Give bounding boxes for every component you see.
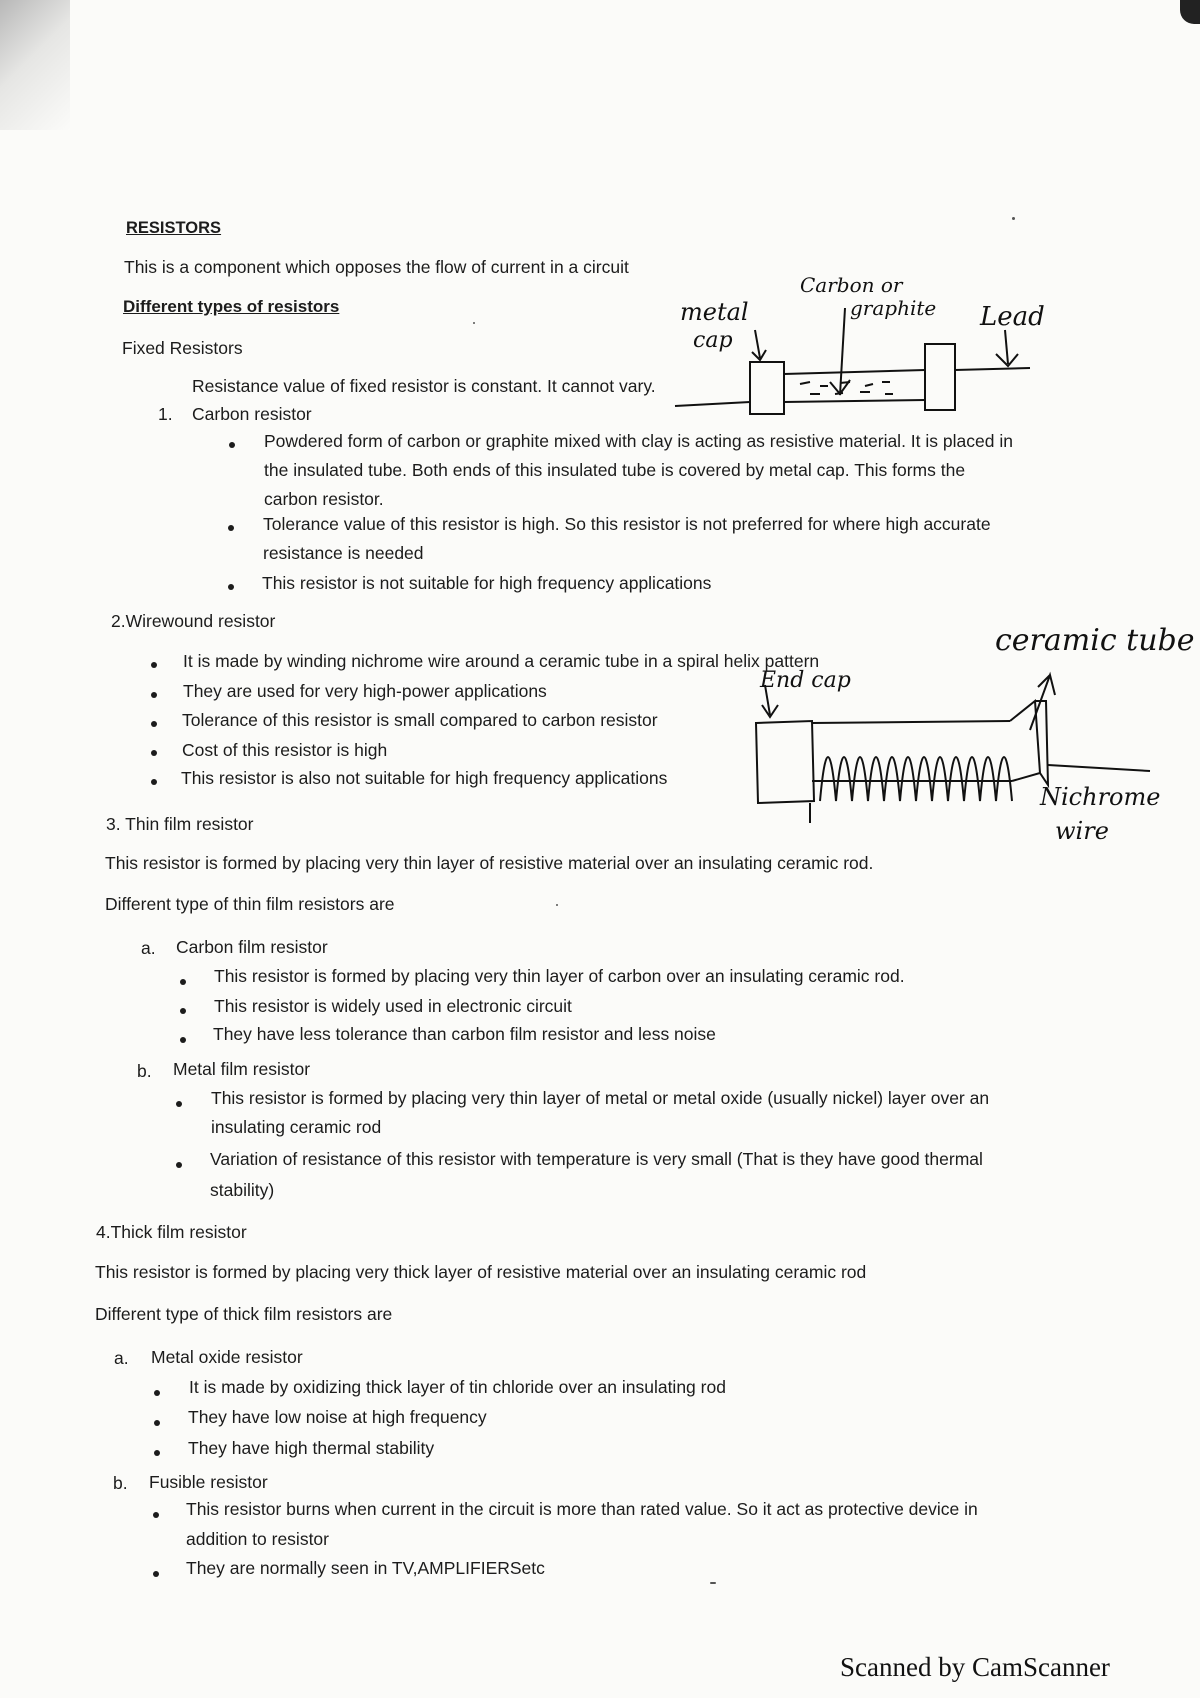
wirewound-heading: 2.Wirewound resistor — [111, 611, 276, 631]
metal-oxide-heading: Metal oxide resistor — [151, 1347, 303, 1367]
scan-shadow — [0, 0, 70, 130]
scan-corner-mark — [1180, 0, 1200, 24]
metal-oxide-letter: a. — [114, 1348, 129, 1368]
bullet — [154, 1450, 160, 1456]
metal-film-heading: Metal film resistor — [173, 1059, 311, 1079]
fusible-bullet-1-line-2: addition to resistor — [186, 1529, 329, 1549]
nichrome-coil — [820, 757, 1012, 801]
bullet — [176, 1162, 182, 1168]
carbon-film-letter: a. — [141, 938, 156, 958]
bullet — [176, 1101, 182, 1107]
wirewound-resistor-diagram — [750, 605, 1195, 865]
carbon-bullet-3: This resistor is not suitable for high frequency applications — [262, 573, 712, 593]
thin-film-description: This resistor is formed by placing very thin layer of resistive material over an insulating ceramic rod. — [105, 853, 874, 873]
bullet — [151, 750, 157, 756]
ceramic-tube-label: ceramic tube — [995, 623, 1195, 658]
thick-film-heading: 4.Thick film resistor — [96, 1222, 247, 1242]
metal-oxide-bullet-2: They have low noise at high frequency — [188, 1407, 487, 1427]
lead-arrow — [996, 330, 1018, 366]
metal-oxide-bullet-3: They have high thermal stability — [188, 1438, 435, 1458]
thick-film-types-heading: Different type of thick film resistors are — [95, 1304, 393, 1324]
metal-film-bullet-1-line-2: insulating ceramic rod — [211, 1117, 382, 1137]
bullet — [228, 584, 234, 590]
carbon-graphite-label-line-1: Carbon or — [800, 273, 903, 297]
fusible-bullet-2: They are normally seen in TV,AMPLIFIERSetc — [186, 1558, 545, 1578]
carbon-resistor-diagram — [660, 270, 1080, 440]
intro-text: This is a component which opposes the flow of current in a circuit — [124, 257, 629, 277]
fixed-resistors-heading: Fixed Resistors — [122, 338, 243, 358]
nichrome-wire-line — [1048, 765, 1150, 771]
bullet — [229, 442, 235, 448]
types-heading: Different types of resistors — [123, 297, 340, 316]
carbon-film-heading: Carbon film resistor — [176, 937, 328, 957]
bullet — [153, 1571, 159, 1577]
bullet — [154, 1390, 160, 1396]
carbon-film-bullet-3: They have less tolerance than carbon film resistor and less noise — [213, 1024, 716, 1044]
insulated-tube — [784, 370, 925, 402]
thin-film-types-heading: Different type of thin film resistors are — [105, 894, 395, 914]
bullet — [151, 692, 157, 698]
metal-film-bullet-1-line-1: This resistor is formed by placing very thin layer of metal or metal oxide (usually nickel) layer over an — [211, 1088, 990, 1108]
carbon-bullet-2-line-2: resistance is needed — [263, 543, 424, 563]
carbon-bullet-1-line-3: carbon resistor. — [264, 489, 384, 509]
bullet — [153, 1512, 159, 1518]
carbon-bullet-1-line-2: the insulated tube. Both ends of this insulated tube is covered by metal cap. This forms the — [264, 460, 966, 480]
right-lead-line — [955, 368, 1030, 370]
scan-speck — [1012, 217, 1015, 220]
scan-speck — [710, 1582, 716, 1584]
thick-film-description: This resistor is formed by placing very thick layer of resistive material over an insulating ceramic rod — [95, 1262, 867, 1282]
left-end-cap — [756, 721, 814, 803]
metal-cap-label-line-2: cap — [693, 328, 733, 353]
bullet — [151, 779, 157, 785]
bullet — [154, 1420, 160, 1426]
bullet — [151, 662, 157, 668]
right-metal-cap — [925, 344, 955, 410]
left-lead-line — [675, 402, 750, 406]
metal-cap-label-line-1: metal — [680, 298, 749, 326]
carbon-bullet-1-line-1: Powdered form of carbon or graphite mixed with clay is acting as resistive material. It is placed in — [264, 431, 1013, 451]
metal-film-bullet-2-line-2: stability) — [210, 1180, 275, 1200]
bullet — [180, 1008, 186, 1014]
fusible-bullet-1-line-1: This resistor burns when current in the circuit is more than rated value. So it act as protective device in — [186, 1499, 978, 1519]
left-metal-cap — [750, 362, 784, 414]
carbon-film-bullet-1: This resistor is formed by placing very thin layer of carbon over an insulating ceramic rod. — [214, 966, 905, 986]
wirewound-bullet-5: This resistor is also not suitable for high frequency applications — [181, 768, 668, 788]
carbon-film-bullet-2: This resistor is widely used in electronic circuit — [214, 996, 572, 1016]
scan-speck — [556, 904, 558, 906]
metal-film-bullet-2-line-1: Variation of resistance of this resistor with temperature is very small (That is they have good thermal — [210, 1149, 983, 1169]
scan-speck — [473, 322, 475, 324]
fusible-heading: Fusible resistor — [149, 1472, 268, 1492]
page-title: RESISTORS — [126, 219, 222, 237]
wirewound-bullet-1: It is made by winding nichrome wire around a ceramic tube in a spiral helix pattern — [183, 651, 820, 671]
metal-cap-arrow — [752, 330, 766, 360]
wirewound-bullet-4: Cost of this resistor is high — [182, 740, 388, 760]
nichrome-label-line-1: Nichrome — [1040, 783, 1161, 811]
end-cap-label: End cap — [760, 668, 851, 693]
bullet — [151, 721, 157, 727]
bullet — [180, 979, 186, 985]
thin-film-heading: 3. Thin film resistor — [106, 814, 254, 834]
bullet — [228, 525, 234, 531]
lead-label: Lead — [980, 302, 1045, 332]
carbon-resistor-heading: Carbon resistor — [192, 404, 312, 424]
fusible-letter: b. — [113, 1473, 128, 1493]
scanner-footer: Scanned by CamScanner — [840, 1652, 1110, 1682]
carbon-graphite-label-line-2: graphite — [850, 296, 937, 320]
wirewound-bullet-3: Tolerance of this resistor is small compared to carbon resistor — [182, 710, 658, 730]
carbon-bullet-2-line-1: Tolerance value of this resistor is high. So this resistor is not preferred for where high accurate — [263, 514, 991, 534]
bullet — [180, 1037, 186, 1043]
carbon-resistor-number: 1. — [158, 404, 173, 424]
fixed-resistor-description: Resistance value of fixed resistor is constant. It cannot vary. — [192, 376, 656, 396]
wirewound-bullet-2: They are used for very high-power applications — [183, 681, 547, 701]
metal-film-letter: b. — [137, 1061, 152, 1081]
metal-oxide-bullet-1: It is made by oxidizing thick layer of tin chloride over an insulating rod — [189, 1377, 726, 1397]
nichrome-label-line-2: wire — [1055, 817, 1109, 845]
